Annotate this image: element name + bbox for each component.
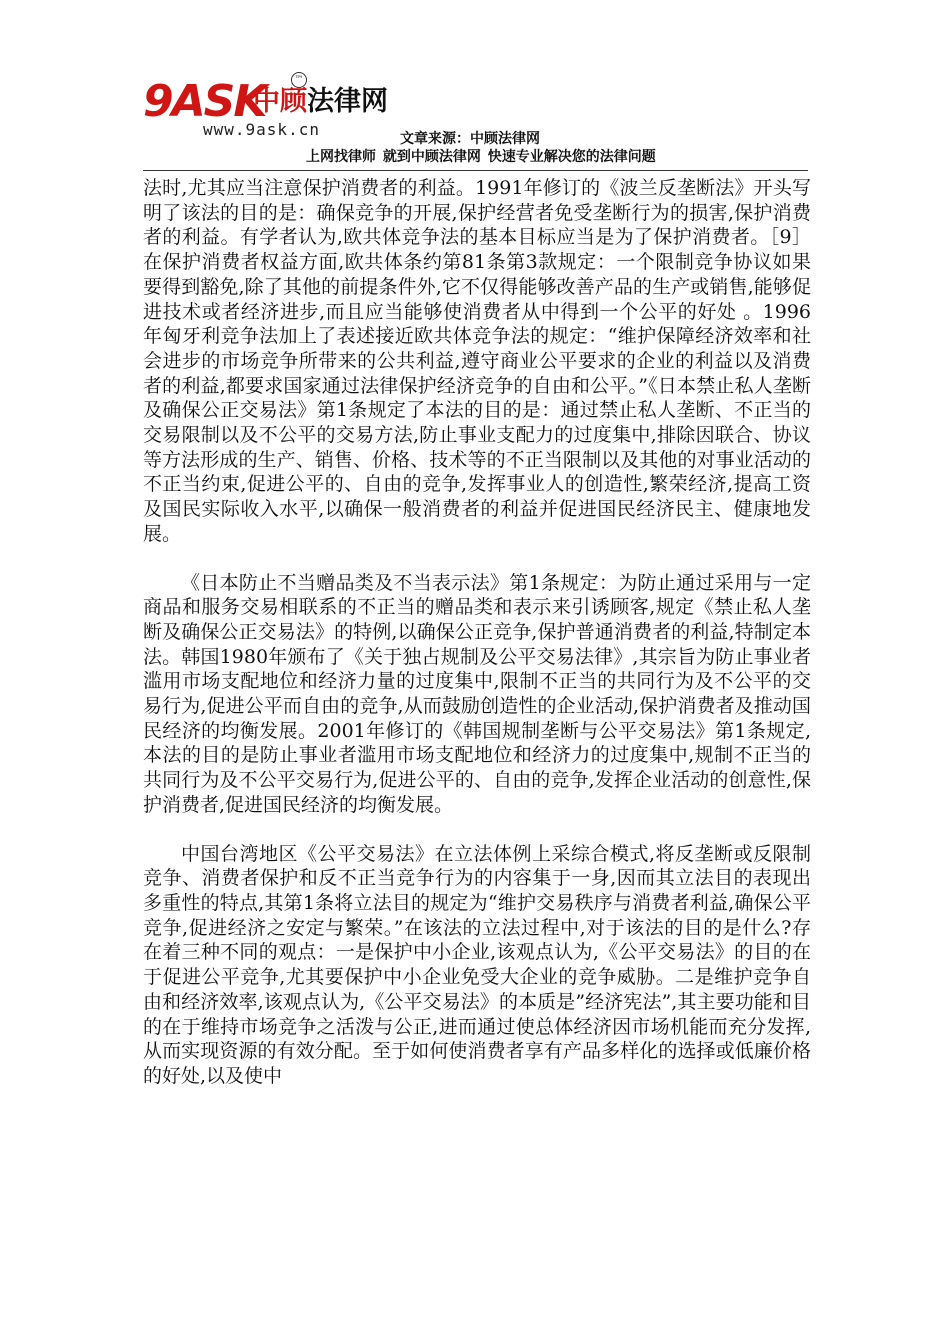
trademark-icon: ™ <box>291 72 307 88</box>
logo-url: www.9ask.cn <box>203 120 320 139</box>
paragraph-2: 《日本防止不当赠品类及不当表示法》第1条规定：为防止通过采用与一定商品和服务交易相联系的不正当的赠品类和表示来引诱顾客,规定《禁止私人垄断及确保公正交易法》的特例,以确保公正竞争,保护普通消费者的利益,特制定本法。韩国1980年颁布了《关于独占规制及公平交易法律》,其宗旨为防止事业者滥用市场支配地位和经济力量的过度集中,限制不正当的共同行为及不公平的交易行为,促进公平而自由的竞争,从而鼓励创造性的企业活动,保护消费者及推动国民经济的均衡发展。2001年修订的《韩国规制垄断与公平交易法》第1条规定,本法的目的是防止事业者滥用市场支配地位和经济力的过度集中,规制不正当的共同行为及不公平交易行为,促进公平的、自由的竞争,发挥企业活动的创意性,保护消费者,促进国民经济的均衡发展。 <box>143 571 811 816</box>
article-body <box>143 176 811 1089</box>
site-tagline: 上网找律师 就到中顾法律网 快速专业解决您的法律问题 <box>306 149 656 165</box>
article-source: 文章来源：中顾法律网 <box>400 131 540 147</box>
paragraph-3: 中国台湾地区《公平交易法》在立法体例上采综合模式,将反垄断或反限制竞争、消费者保护和反不正当竞争行为的内容集于一身,因而其立法目的表现出多重性的特点,其第1条将立法目的规定为“维护交易秩序与消费者利益,确保公平竞争,促进经济之安定与繁荣。”在该法的立法过程中,对于该法的目的是什么?存在着三种不同的观点：一是保护中小企业,该观点认为,《公平交易法》的目的在于促进公平竞争,尤其要保护中小企业免受大企业的竞争威胁。二是维护竞争自由和经济效率,该观点认为,《公平交易法》的本质是”经济宪法”,其主要功能和目的在于维持市场竞争之活泼与公正,进而通过使总体经济因市场机能而充分发挥,从而实现资源的有效分配。至于如何使消费者享有产品多样化的选择或低廉价格的好处,以及使中 <box>143 842 811 1087</box>
page-header <box>0 0 950 175</box>
logo-brand-text <box>253 86 388 118</box>
site-logo[interactable] <box>143 75 403 140</box>
paragraph-gap <box>143 818 811 842</box>
logo-mark: 9ASK <box>143 76 266 127</box>
logo-brand-name: 中顾 <box>253 86 307 117</box>
paragraph-1: 法时,尤其应当注意保护消费者的利益。1991年修订的《波兰反垄断法》开头写明了该法的目的是：确保竞争的开展,保护经营者免受垄断行为的损害,保护消费者的利益。有学者认为,欧共体竞争法的基本目标应当是为了保护消费者。［9］在保护消费者权益方面,欧共体条约第81条第3款规定：一个限制竞争协议如果要得到豁免,除了其他的前提条件外,它不仅得能够改善产品的生产或销售,能够促进技术或者经济进步,而且应当能够使消费者从中得到一个公平的好处 。1996年匈牙利竞争法加上了表述接近欧共体竞争法的规定：“维护保障经济效率和社会进步的市场竞争所带来的公共利益,遵守商业公平要求的企业的利益以及消费者的利益,都要求国家通过法律保护经济竞争的自由和公平。”《日本禁止私人垄断及确保公正交易法》第1条规定了本法的目的是：通过禁止私人垄断、不正当的交易限制以及不公平的交易方法,防止事业支配力的过度集中,排除因联合、协议等方法形成的生产、销售、价格、技术等的不正当限制以及其他的对事业活动的不正当约束,促进公平的、自由的竞争,发挥事业人的创造性,繁荣经济,提高工资及国民实际收入水平,以确保一般消费者的利益并促进国民经济民主、健康地发展。 <box>143 177 811 545</box>
paragraph-gap <box>143 547 811 571</box>
logo-brand-law: 法律网 <box>307 86 388 117</box>
header-divider <box>143 170 808 171</box>
